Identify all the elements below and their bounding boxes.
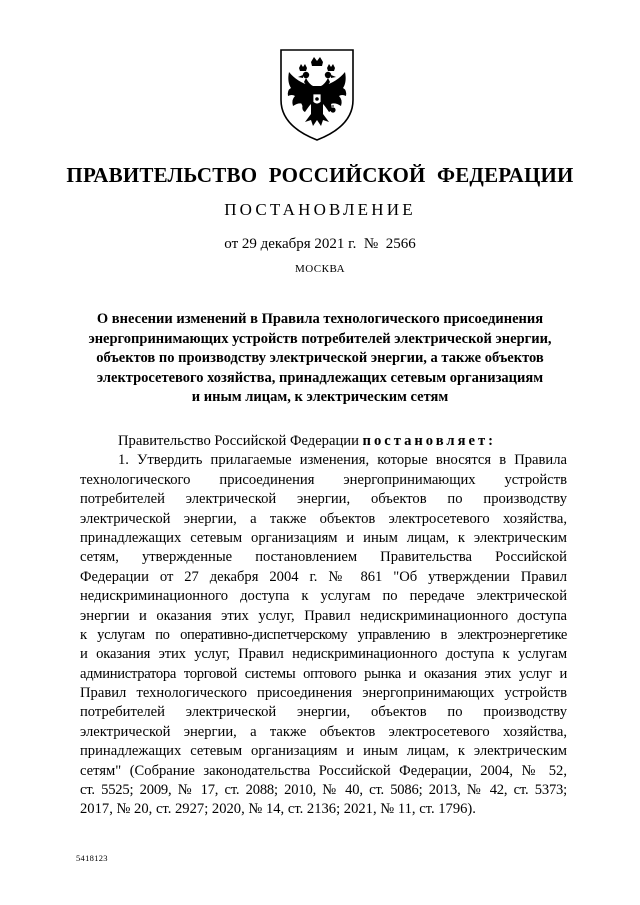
body-line: администратора торговой системы оптового рынка и оказания этих услуг и <box>80 665 567 682</box>
body-line: недискриминационного доступа к услугам по передаче электрической <box>80 588 567 605</box>
body-line: Федерации от 27 декабря 2004 г. № 861 "Об утверждении Правил <box>80 568 567 585</box>
heading-line: объектов по производству электрической энергии, а также объектов <box>96 350 544 366</box>
body-line: технологического присоединения энергопринимающих устройств <box>80 471 567 488</box>
body-line: потребителей электрической энергии, объектов по производству <box>80 491 567 508</box>
preamble-verb: постановляет: <box>362 433 496 449</box>
preamble-lead: Правительство Российской Федерации <box>118 433 359 449</box>
body-line: Правил технологического присоединения энергопринимающих устройств <box>80 685 567 702</box>
heading-line: и иным лицам, к электрическим сетям <box>191 389 449 405</box>
body-line: электрической энергии, а также объектов электросетевого хозяйства, <box>80 723 567 740</box>
body-line: сетям" (Собрание законодательства Российской Федерации, 2004, № 52, <box>80 762 567 779</box>
heading-line: электросетевого хозяйства, принадлежащих сетевым организациям <box>96 369 544 386</box>
body-line: 2017, № 20, ст. 2927; 2020, № 14, ст. 2136; 2021, № 11, ст. 1796). <box>80 801 476 818</box>
russian-coat-of-arms-icon <box>275 48 359 142</box>
preamble-line <box>80 432 567 451</box>
document-city: МОСКВА <box>294 263 346 275</box>
body-line: потребителей электрической энергии, объектов по производству <box>80 704 567 721</box>
body-line: сетям, утвержденные постановлением Правительства Российской <box>80 549 567 566</box>
body-line: к услугам по оперативно-диспетчерскому управлению в электроэнергетике <box>80 626 567 643</box>
body-line: электрической энергии, а также объектов электросетевого хозяйства, <box>80 510 567 527</box>
government-title: ПРАВИТЕЛЬСТВО РОССИЙСКОЙ ФЕДЕРАЦИИ <box>66 163 574 187</box>
body-line: и оказания этих услуг, Правил недискриминационного доступа к услугам <box>80 646 567 663</box>
document-footer-code: 5418123 <box>76 853 108 863</box>
body-line: принадлежащих сетевым организациям и иным лицам, к электрическим <box>80 743 567 760</box>
body-line: принадлежащих сетевым организациям и иным лицам, к электрическим <box>80 529 567 546</box>
body-line: 1. Утвердить прилагаемые изменения, которые вносятся в Правила <box>118 452 567 469</box>
document-body <box>80 432 567 820</box>
heading-line: О внесении изменений в Правила технологического присоединения <box>96 311 544 327</box>
document-heading <box>80 310 560 408</box>
body-line: ст. 5525; 2009, № 17, ст. 2088; 2010, № 40, ст. 5086; 2013, № 42, ст. 5373; <box>80 782 567 799</box>
document-date-number: от 29 декабря 2021 г. № 2566 <box>224 236 416 252</box>
heading-line: энергопринимающих устройств потребителей электрической энергии, <box>88 330 552 347</box>
document-type: ПОСТАНОВЛЕНИЕ <box>224 200 416 219</box>
body-line: энергии и оказания этих услуг, Правил недискриминационного доступа <box>80 607 567 624</box>
